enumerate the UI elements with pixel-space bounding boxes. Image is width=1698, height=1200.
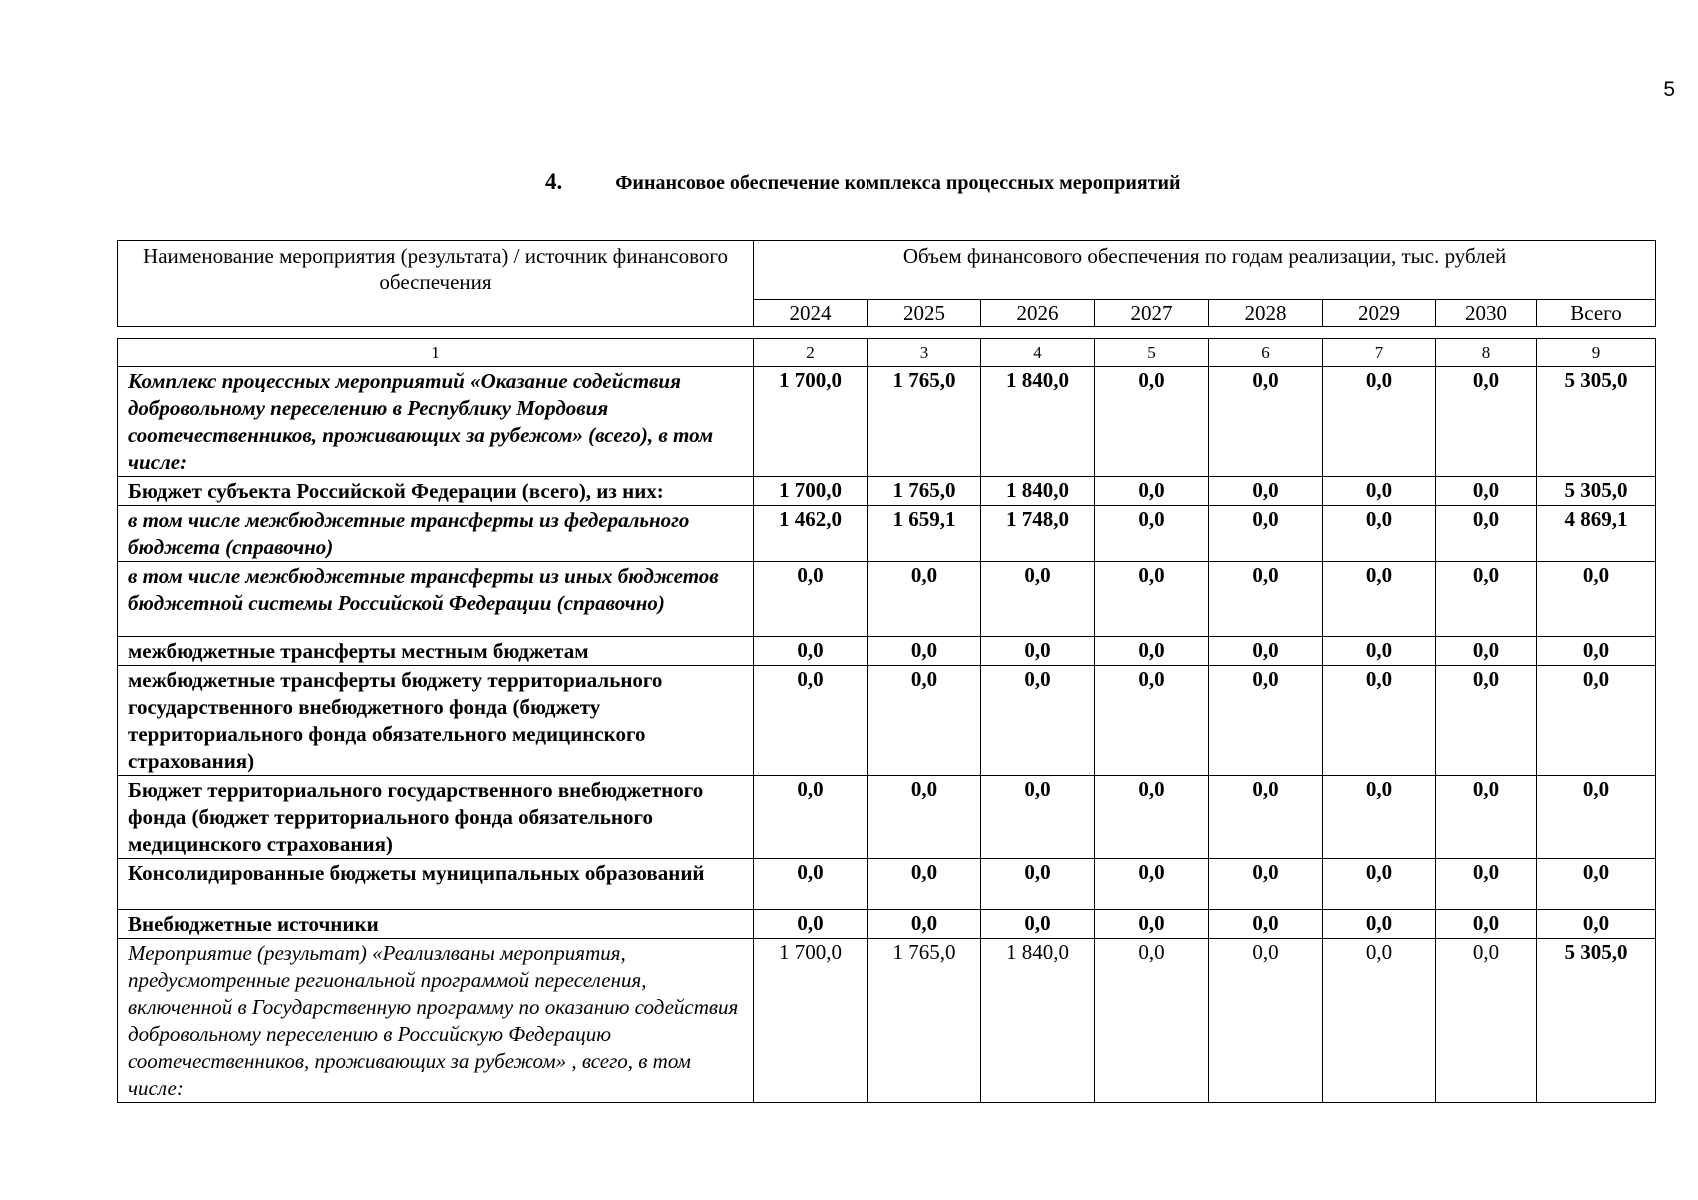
row-value: 0,0: [1209, 939, 1323, 1103]
row-value: 0,0: [1209, 910, 1323, 939]
column-number: 6: [1209, 339, 1323, 367]
row-name: межбюджетные трансферты бюджету территориального государственного внебюджетного фонда (бюджету территориального фонда обязательного медицинского страхования): [118, 666, 754, 776]
row-name: Комплекс процессных мероприятий «Оказание содействия добровольному переселению в Республику Мордовия соотечественников, проживающих за рубежом» (всего), в том числе:: [118, 367, 754, 477]
header-total: Всего: [1537, 300, 1656, 327]
row-value: 0,0: [754, 910, 868, 939]
header-name-column: Наименование мероприятия (результата) / источник финансового обеспечения: [118, 241, 754, 327]
row-value: 0,0: [981, 666, 1095, 776]
row-value: 0,0: [1436, 939, 1537, 1103]
column-number-row: [118, 339, 1656, 367]
table-row: [118, 506, 1656, 562]
row-name: в том числе межбюджетные трансферты из федерального бюджета (справочно): [118, 506, 754, 562]
row-value: 1 700,0: [754, 939, 868, 1103]
row-total-value: 0,0: [1537, 562, 1656, 637]
row-value: 0,0: [1323, 367, 1436, 477]
row-value: 0,0: [1436, 562, 1537, 637]
row-value: 0,0: [1095, 776, 1209, 859]
header-year: 2028: [1209, 300, 1323, 327]
row-value: 0,0: [1436, 506, 1537, 562]
table-row: [118, 637, 1656, 666]
row-value: 0,0: [1323, 477, 1436, 506]
table-header: [117, 240, 1656, 327]
row-value: 0,0: [1323, 776, 1436, 859]
row-value: 0,0: [1436, 477, 1537, 506]
row-name: межбюджетные трансферты местным бюджетам: [118, 637, 754, 666]
row-value: 0,0: [1436, 776, 1537, 859]
row-name: Бюджет субъекта Российской Федерации (всего), из них:: [118, 477, 754, 506]
row-total-value: 5 305,0: [1537, 477, 1656, 506]
header-year: 2030: [1436, 300, 1537, 327]
section-title-text: Финансовое обеспечение комплекса процессных мероприятий: [615, 172, 1181, 194]
row-value: 0,0: [754, 637, 868, 666]
header-year: 2027: [1095, 300, 1209, 327]
row-value: 0,0: [868, 859, 981, 910]
row-value: 0,0: [754, 776, 868, 859]
row-value: 0,0: [754, 859, 868, 910]
column-number: 7: [1323, 339, 1436, 367]
column-number: 8: [1436, 339, 1537, 367]
header-year: 2029: [1323, 300, 1436, 327]
row-value: 0,0: [981, 776, 1095, 859]
column-number: 9: [1537, 339, 1656, 367]
row-name: Консолидированные бюджеты муниципальных образований: [118, 859, 754, 910]
table-row: [118, 477, 1656, 506]
column-number: 5: [1095, 339, 1209, 367]
row-value: 0,0: [981, 859, 1095, 910]
row-total-value: 5 305,0: [1537, 367, 1656, 477]
row-value: 1 765,0: [868, 939, 981, 1103]
row-value: 0,0: [1436, 367, 1537, 477]
row-value: 0,0: [1209, 859, 1323, 910]
row-value: 1 840,0: [981, 939, 1095, 1103]
row-value: 1 748,0: [981, 506, 1095, 562]
row-total-value: 0,0: [1537, 637, 1656, 666]
row-value: 0,0: [1323, 666, 1436, 776]
row-value: 0,0: [1323, 506, 1436, 562]
row-value: 0,0: [1095, 666, 1209, 776]
table-row: [118, 776, 1656, 859]
row-value: 0,0: [1209, 477, 1323, 506]
row-value: 0,0: [1436, 666, 1537, 776]
row-value: 0,0: [868, 776, 981, 859]
row-value: 0,0: [1323, 859, 1436, 910]
row-name: в том числе межбюджетные трансферты из иных бюджетов бюджетной системы Российской Федерации (справочно): [118, 562, 754, 637]
row-value: 1 462,0: [754, 506, 868, 562]
row-value: 0,0: [1323, 939, 1436, 1103]
row-total-value: 5 305,0: [1537, 939, 1656, 1103]
row-total-value: 0,0: [1537, 859, 1656, 910]
row-value: 0,0: [1209, 506, 1323, 562]
row-value: 0,0: [868, 910, 981, 939]
row-value: 1 840,0: [981, 367, 1095, 477]
table-body: [117, 338, 1656, 1103]
row-value: 0,0: [1095, 506, 1209, 562]
column-number: 3: [868, 339, 981, 367]
row-value: 0,0: [1209, 637, 1323, 666]
row-name: Внебюджетные источники: [118, 910, 754, 939]
column-number: 4: [981, 339, 1095, 367]
row-value: 0,0: [1209, 367, 1323, 477]
section-title: [545, 169, 1181, 195]
row-value: 0,0: [1095, 910, 1209, 939]
row-value: 0,0: [754, 666, 868, 776]
row-value: 1 765,0: [868, 477, 981, 506]
row-value: 0,0: [1209, 562, 1323, 637]
row-value: 0,0: [1323, 910, 1436, 939]
row-value: 0,0: [1095, 637, 1209, 666]
row-value: 0,0: [1323, 637, 1436, 666]
row-value: 1 700,0: [754, 367, 868, 477]
table-row: [118, 859, 1656, 910]
row-value: 0,0: [1095, 939, 1209, 1103]
row-total-value: 0,0: [1537, 776, 1656, 859]
row-name: Мероприятие (результат) «Реализлваны мероприятия, предусмотренные региональной программой переселения, включенной в Государственную программу по оказанию содействия добровольному переселению в Российскую Федерацию соотечественников, проживающих за рубежом» , всего, в том числе:: [118, 939, 754, 1103]
row-value: 0,0: [868, 666, 981, 776]
row-value: 1 765,0: [868, 367, 981, 477]
table-row: [118, 666, 1656, 776]
row-total-value: 0,0: [1537, 666, 1656, 776]
header-year: 2025: [868, 300, 981, 327]
row-value: 0,0: [1095, 859, 1209, 910]
row-value: 0,0: [981, 910, 1095, 939]
row-value: 0,0: [868, 637, 981, 666]
row-value: 0,0: [1323, 562, 1436, 637]
row-value: 0,0: [1209, 666, 1323, 776]
row-value: 0,0: [1095, 562, 1209, 637]
row-value: 0,0: [981, 637, 1095, 666]
row-value: 1 659,1: [868, 506, 981, 562]
header-volume-column: Объем финансового обеспечения по годам реализации, тыс. рублей: [754, 241, 1656, 300]
header-year: 2024: [754, 300, 868, 327]
row-value: 0,0: [981, 562, 1095, 637]
row-name: Бюджет территориального государственного внебюджетного фонда (бюджет территориального фонда обязательного медицинского страхования): [118, 776, 754, 859]
table-row: [118, 562, 1656, 637]
column-number: 1: [118, 339, 754, 367]
row-value: 0,0: [754, 562, 868, 637]
row-value: 0,0: [1436, 859, 1537, 910]
row-value: 1 840,0: [981, 477, 1095, 506]
column-number: 2: [754, 339, 868, 367]
table-row: [118, 367, 1656, 477]
table-row: [118, 939, 1656, 1103]
row-value: 0,0: [1095, 477, 1209, 506]
section-number: 4.: [545, 169, 563, 194]
row-value: 0,0: [1095, 367, 1209, 477]
header-year: 2026: [981, 300, 1095, 327]
row-value: 0,0: [1436, 910, 1537, 939]
row-value: 1 700,0: [754, 477, 868, 506]
row-total-value: 4 869,1: [1537, 506, 1656, 562]
row-value: 0,0: [1209, 776, 1323, 859]
page-number: 5: [1663, 78, 1675, 101]
row-value: 0,0: [868, 562, 981, 637]
row-value: 0,0: [1436, 637, 1537, 666]
table-row: [118, 910, 1656, 939]
row-total-value: 0,0: [1537, 910, 1656, 939]
